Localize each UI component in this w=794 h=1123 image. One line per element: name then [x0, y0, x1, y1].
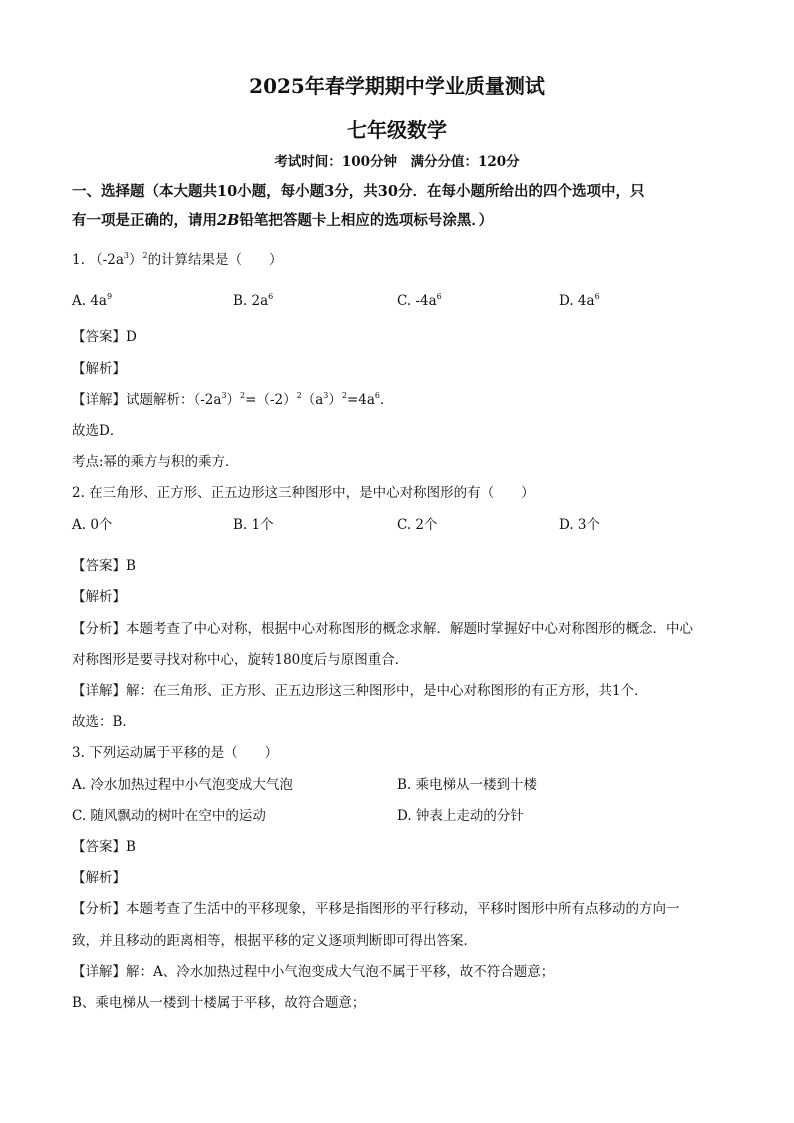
question-3-analysis-label: 【解析】	[72, 870, 126, 886]
question-3-option-b: B. 乘电梯从一楼到十楼	[397, 777, 538, 793]
question-1-option-a: A. $4a^9$	[72, 292, 113, 309]
question-1-answer: 【答案】D	[72, 329, 137, 345]
question-2-analysis-line2: 对称图形是要寻找对称中心，旋转180度后与原图重合．	[72, 652, 409, 668]
question-2-option-a: A. 0个	[72, 517, 113, 533]
section-heading-line2: 有一项是正确的，请用2B铅笔把答题卡上相应的选项标号涂黑．）	[72, 212, 494, 229]
question-2-option-c: C. 2个	[397, 517, 438, 533]
question-2-detail: 【详解】解：在三角形、正方形、正五边形这三种图形中，是中心对称图形的有正方形，共1个．	[72, 683, 648, 699]
question-1-option-d: D. $4a^6$	[559, 292, 600, 309]
question-2-analysis-label: 【解析】	[72, 589, 126, 605]
question-1-option-b: B. $2a^6$	[233, 292, 274, 309]
question-1-choose: 故选D．	[72, 423, 124, 439]
exam-title: 2025年春学期期中学业质量测试	[249, 74, 545, 98]
question-2-option-b: B. 1个	[233, 517, 274, 533]
section-heading-line1: 一、选择题（本大题共10小题，每小题3分，共30分．在每小题所给出的四个选项中，只	[72, 183, 645, 200]
question-3-analysis-line1: 【分析】本题考查了生活中的平移现象，平移是指图形的平行移动，平移时图形中所有点移动的方向一	[72, 901, 680, 917]
question-1-detail: 【详解】试题解析：$(-2a^3)^2=(-2)^2(a^3)^2=4a^6$．	[72, 391, 394, 408]
question-1-option-c: C. $-4a^6$	[397, 292, 442, 309]
question-3-option-d: D. 钟表上走动的分针	[397, 808, 524, 824]
question-2-analysis-line1: 【分析】本题考查了中心对称，根据中心对称图形的概念求解．解题时掌握好中心对称图形的概念．中心	[72, 621, 693, 637]
question-3-stem: 3. 下列运动属于平移的是（ ）	[72, 745, 279, 761]
question-2-answer: 【答案】B	[72, 558, 136, 574]
question-1-knowledge-point: 考点:幂的乘方与积的乘方．	[72, 454, 239, 470]
question-1-analysis-label: 【解析】	[72, 361, 126, 377]
question-3-detail-line1: 【详解】解：A、冷水加热过程中小气泡变成大气泡不属于平移，故不符合题意；	[72, 964, 555, 980]
question-1-stem: 1. $(-2a^3)^2$的计算结果是（ ）	[72, 251, 283, 268]
question-2-option-d: D. 3个	[559, 517, 601, 533]
question-2-stem: 2. 在三角形、正方形、正五边形这三种图形中，是中心对称图形的有（ ）	[72, 485, 535, 501]
exam-info: 考试时间：100分钟 满分分值：120分	[274, 154, 520, 170]
question-3-analysis-line2: 致，并且移动的距离相等，根据平移的定义逐项判断即可得出答案．	[72, 933, 477, 949]
question-3-option-a: A. 冷水加热过程中小气泡变成大气泡	[72, 777, 293, 793]
exam-subject: 七年级数学	[347, 118, 447, 142]
question-3-detail-line2: B、乘电梯从一楼到十楼属于平移，故符合题意；	[72, 995, 366, 1011]
question-3-option-c: C. 随风飘动的树叶在空中的运动	[72, 808, 266, 824]
question-2-choose: 故选：B．	[72, 714, 136, 730]
question-3-answer: 【答案】B	[72, 839, 136, 855]
